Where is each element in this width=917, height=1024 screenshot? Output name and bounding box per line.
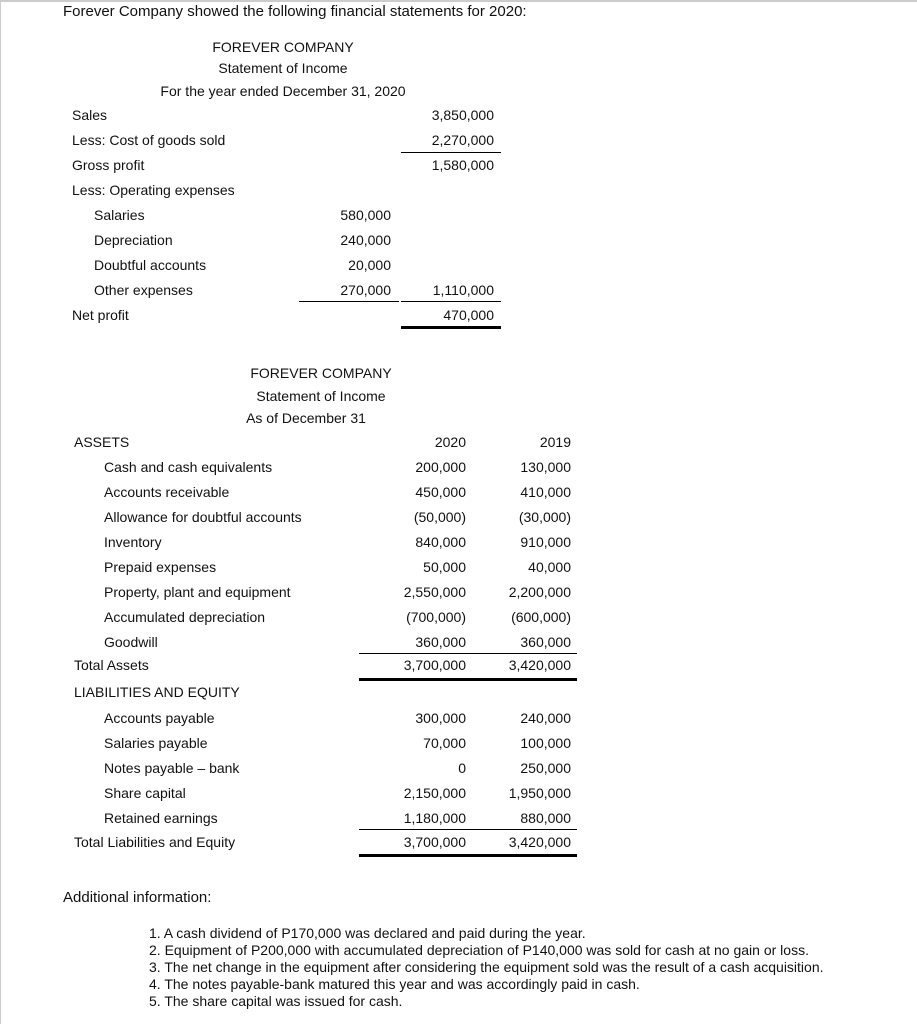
note-item: 2. Equipment of P200,000 with accumulated depreciation of P140,000 was sold for cash at no gain or loss. <box>149 942 809 958</box>
row-label: Accounts receivable <box>104 484 230 500</box>
row-label: Cash and cash equivalents <box>104 459 273 475</box>
rule <box>461 829 577 830</box>
amount-2020: 1,180,000 <box>403 810 466 826</box>
additional-info-heading: Additional information: <box>63 889 212 906</box>
intro-text: Forever Company showed the following financial statements for 2020: <box>63 3 527 20</box>
row-label: Depreciation <box>94 232 173 248</box>
rule <box>359 653 469 654</box>
row-label: Doubtful accounts <box>94 257 207 273</box>
row-label: Share capital <box>104 785 186 801</box>
row-amount: 580,000 <box>340 207 391 223</box>
row-label: Salaries <box>94 207 145 223</box>
note-item: 5. The share capital was issued for cash. <box>149 993 403 1009</box>
row-total: 1,580,000 <box>431 157 494 173</box>
amount-2020: 360,000 <box>415 634 466 650</box>
row-amount: 270,000 <box>340 282 391 298</box>
top-border <box>1 0 917 2</box>
amount-2019: 100,000 <box>520 735 571 751</box>
row-label: Less: Cost of goods sold <box>72 132 226 148</box>
amount-2019: 2019 <box>539 434 571 450</box>
row-label: Notes payable – bank <box>104 760 240 776</box>
amount-2019: 360,000 <box>520 634 571 650</box>
amount-2020: 2,550,000 <box>403 584 466 600</box>
rule <box>299 301 399 302</box>
amount-2019: 1,950,000 <box>508 785 571 801</box>
row-amount: 20,000 <box>348 257 391 273</box>
amount-2020: 0 <box>458 760 466 776</box>
amount-2019: (30,000) <box>518 509 571 525</box>
amount-2020: 840,000 <box>415 534 466 550</box>
amount-2020: 70,000 <box>423 735 466 751</box>
income-company: FOREVER COMPANY <box>212 39 354 55</box>
amount-2020: 3,700,000 <box>403 657 466 673</box>
note-item: 1. A cash dividend of P170,000 was declared and paid during the year. <box>149 925 586 941</box>
row-total: 2,270,000 <box>431 132 494 148</box>
balance-period: As of December 31 <box>246 410 366 426</box>
row-label: Net profit <box>72 307 129 323</box>
amount-2020: 2020 <box>434 434 466 450</box>
rule <box>359 829 469 830</box>
double-rule <box>401 326 501 329</box>
amount-2019: 410,000 <box>520 484 571 500</box>
row-label: Other expenses <box>94 282 193 298</box>
amount-2020: (700,000) <box>406 609 466 625</box>
row-label: Salaries payable <box>104 735 208 751</box>
income-period: For the year ended December 31, 2020 <box>160 83 406 99</box>
rule <box>401 301 501 302</box>
row-label: Total Assets <box>74 657 149 673</box>
amount-2019: 240,000 <box>520 710 571 726</box>
row-label: ASSETS <box>74 434 130 450</box>
amount-2020: 50,000 <box>423 559 466 575</box>
double-rule <box>359 678 577 681</box>
row-label: Goodwill <box>104 634 158 650</box>
amount-2020: 2,150,000 <box>403 785 466 801</box>
row-label: Accounts payable <box>104 710 215 726</box>
row-label: Total Liabilities and Equity <box>74 834 236 850</box>
amount-2019: 2,200,000 <box>508 584 571 600</box>
amount-2019: 130,000 <box>520 459 571 475</box>
balance-title: Statement of Income <box>256 388 386 404</box>
amount-2020: 300,000 <box>415 710 466 726</box>
row-label: LIABILITIES AND EQUITY <box>74 684 240 700</box>
row-total: 470,000 <box>443 307 494 323</box>
amount-2019: 3,420,000 <box>508 657 571 673</box>
row-amount: 240,000 <box>340 232 391 248</box>
balance-company: FOREVER COMPANY <box>250 365 392 381</box>
note-item: 3. The net change in the equipment after considering the equipment sold was the result of a cash acquisition. <box>149 959 824 975</box>
double-rule <box>359 854 577 857</box>
row-label: Inventory <box>104 534 162 550</box>
amount-2020: (50,000) <box>413 509 466 525</box>
amount-2019: 910,000 <box>520 534 571 550</box>
rule <box>461 653 577 654</box>
row-label: Prepaid expenses <box>104 559 217 575</box>
note-item: 4. The notes payable-bank matured this year and was accordingly paid in cash. <box>149 976 640 992</box>
amount-2020: 200,000 <box>415 459 466 475</box>
amount-2019: 3,420,000 <box>508 834 571 850</box>
row-total: 3,850,000 <box>431 107 494 123</box>
row-label: Allowance for doubtful accounts <box>104 509 302 525</box>
amount-2019: 250,000 <box>520 760 571 776</box>
amount-2020: 3,700,000 <box>403 834 466 850</box>
row-label: Sales <box>72 107 108 123</box>
rule <box>401 152 501 153</box>
row-total: 1,110,000 <box>432 282 494 298</box>
amount-2019: 880,000 <box>520 810 571 826</box>
amount-2019: (600,000) <box>511 609 571 625</box>
amount-2020: 450,000 <box>415 484 466 500</box>
row-label: Retained earnings <box>104 810 218 826</box>
income-title: Statement of Income <box>218 60 348 76</box>
row-label: Property, plant and equipment <box>104 584 291 600</box>
row-label: Less: Operating expenses <box>72 182 235 198</box>
row-label: Accumulated depreciation <box>104 609 266 625</box>
amount-2019: 40,000 <box>528 559 571 575</box>
row-label: Gross profit <box>72 157 145 173</box>
